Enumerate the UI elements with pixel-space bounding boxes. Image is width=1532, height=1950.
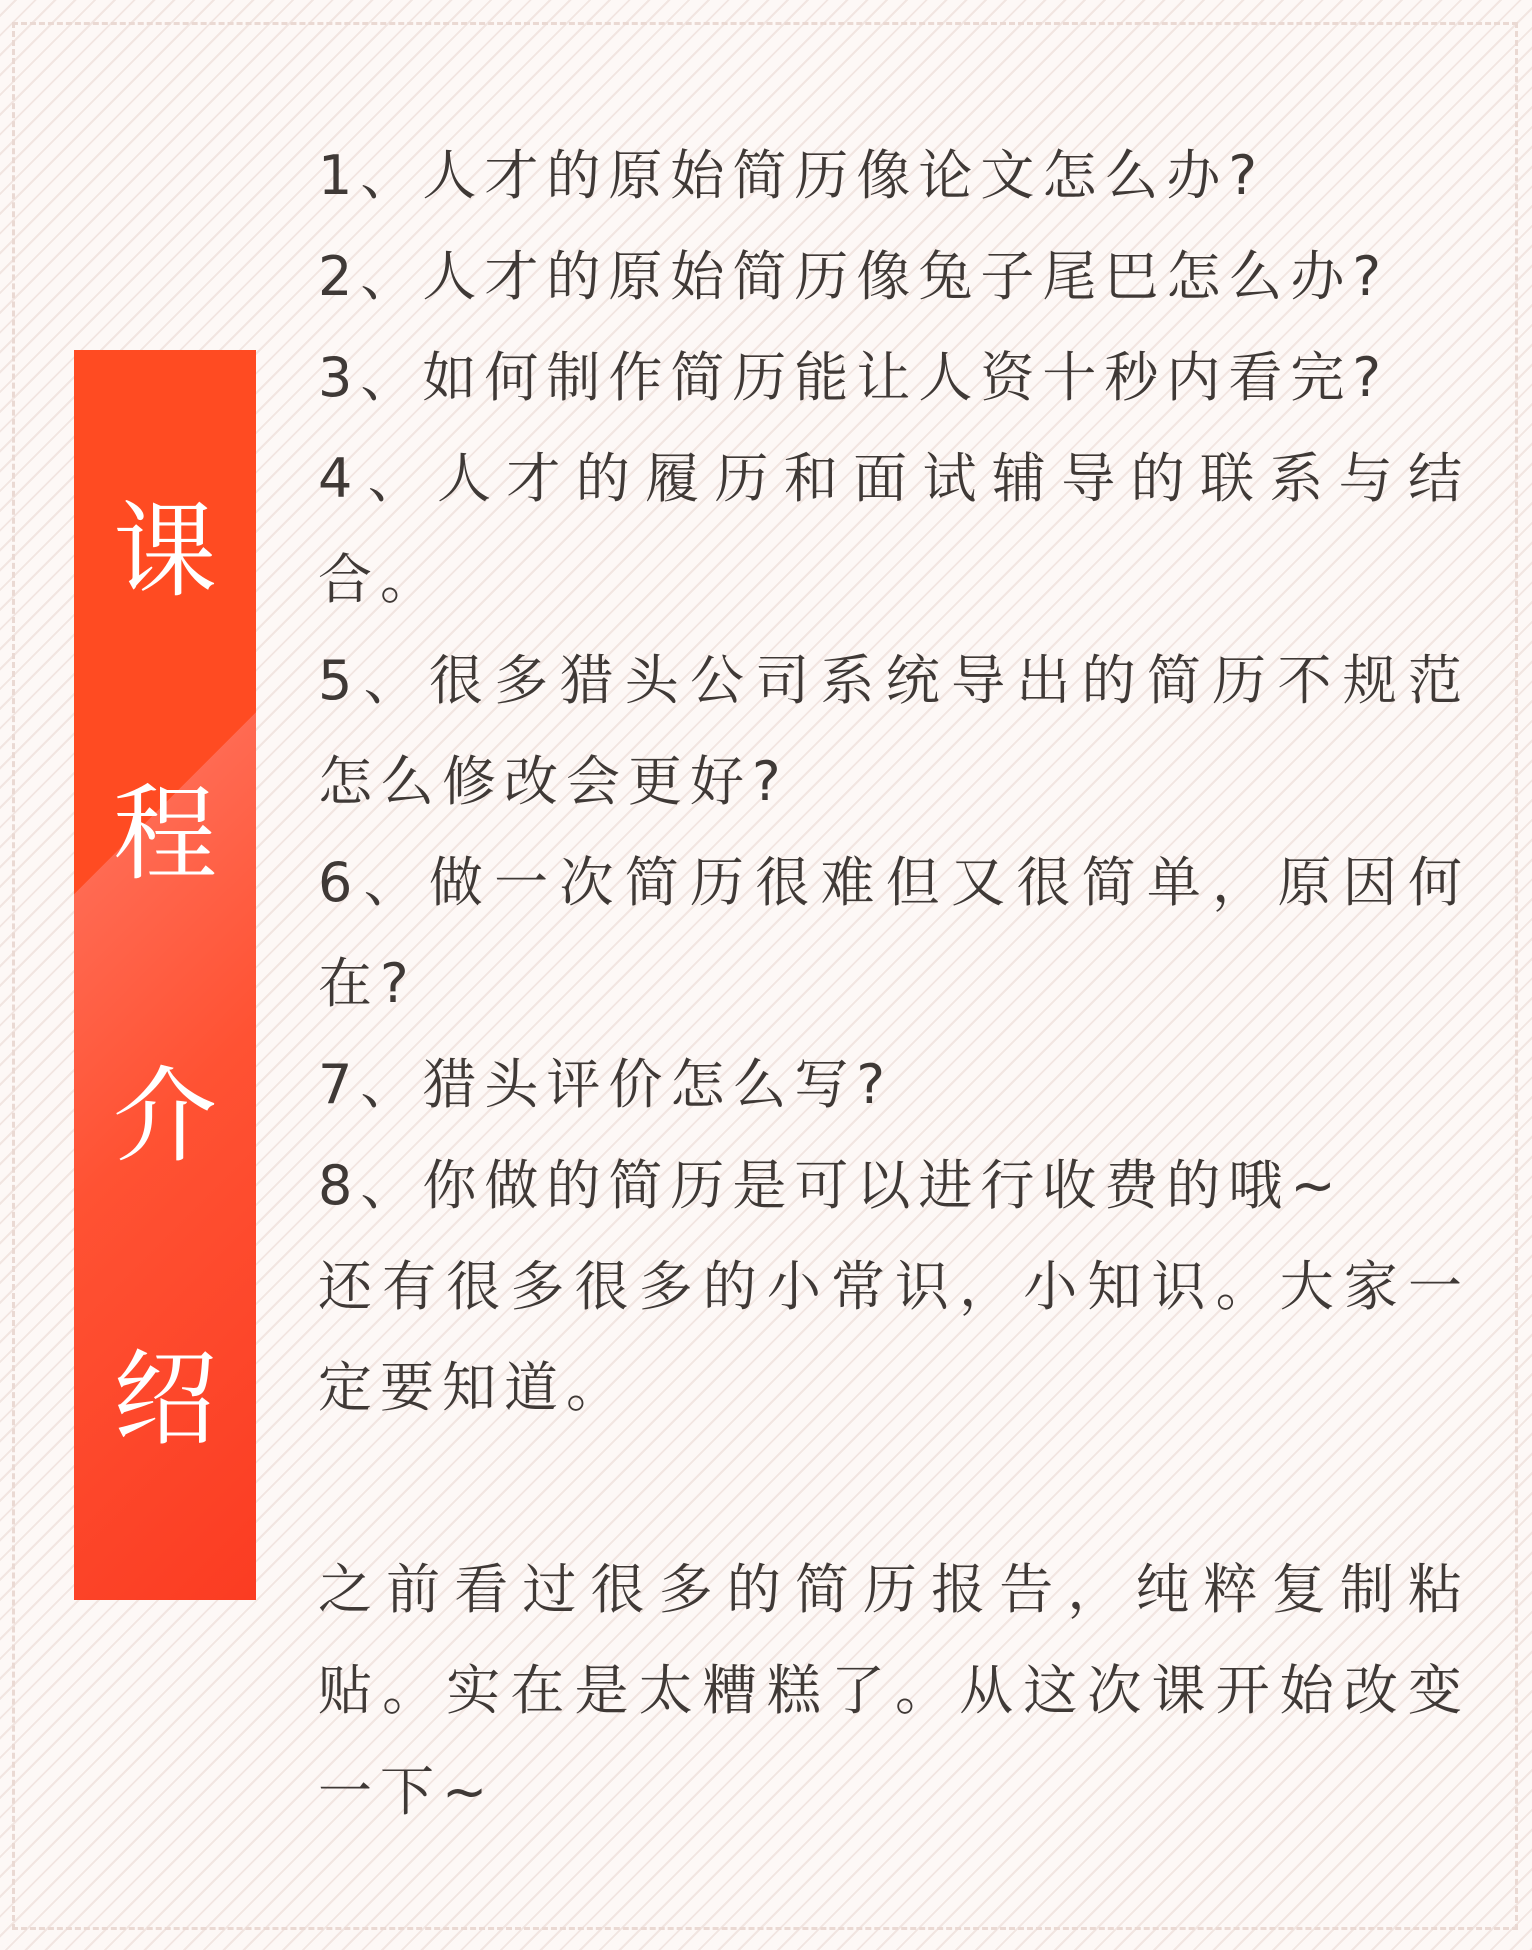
list-item-5-line-1: 5、很多猎头公司系统导出的简历不规范	[318, 649, 1462, 712]
closing-line-2: 贴。实在是太糟糕了。从这次课开始改变	[318, 1659, 1462, 1722]
course-intro-title-bar	[74, 350, 256, 1600]
closing-line-3: 一下~	[318, 1760, 496, 1823]
list-item-4-line-1: 4、人才的履历和面试辅导的联系与结	[318, 447, 1462, 510]
list-item-2: 2、人才的原始简历像兔子尾巴怎么办?	[318, 245, 1390, 308]
list-item-4-line-2: 合。	[318, 548, 442, 611]
list-item-1: 1、人才的原始简历像论文怎么办?	[318, 144, 1266, 207]
list-item-5-line-2: 怎么修改会更好?	[318, 750, 789, 813]
closing-line-1: 之前看过很多的简历报告，纯粹复制粘	[318, 1558, 1462, 1621]
list-item-6-line-1: 6、做一次简历很难但又很简单，原因何	[318, 851, 1462, 914]
note-line-1: 还有很多很多的小常识，小知识。大家一	[318, 1255, 1462, 1318]
list-item-6-line-2: 在?	[318, 952, 417, 1015]
list-item-8: 8、你做的简历是可以进行收费的哦~	[318, 1154, 1344, 1217]
note-line-2: 定要知道。	[318, 1356, 628, 1419]
title-char-1: 课	[112, 490, 217, 613]
course-content	[318, 125, 1462, 1842]
title-char-2: 程	[112, 772, 217, 895]
list-item-3: 3、如何制作简历能让人资十秒内看完?	[318, 346, 1390, 409]
title-char-3: 介	[112, 1055, 217, 1178]
paragraph-spacer	[318, 1438, 1462, 1539]
title-char-4: 绍	[112, 1337, 217, 1460]
list-item-7: 7、猎头评价怎么写?	[318, 1053, 894, 1116]
